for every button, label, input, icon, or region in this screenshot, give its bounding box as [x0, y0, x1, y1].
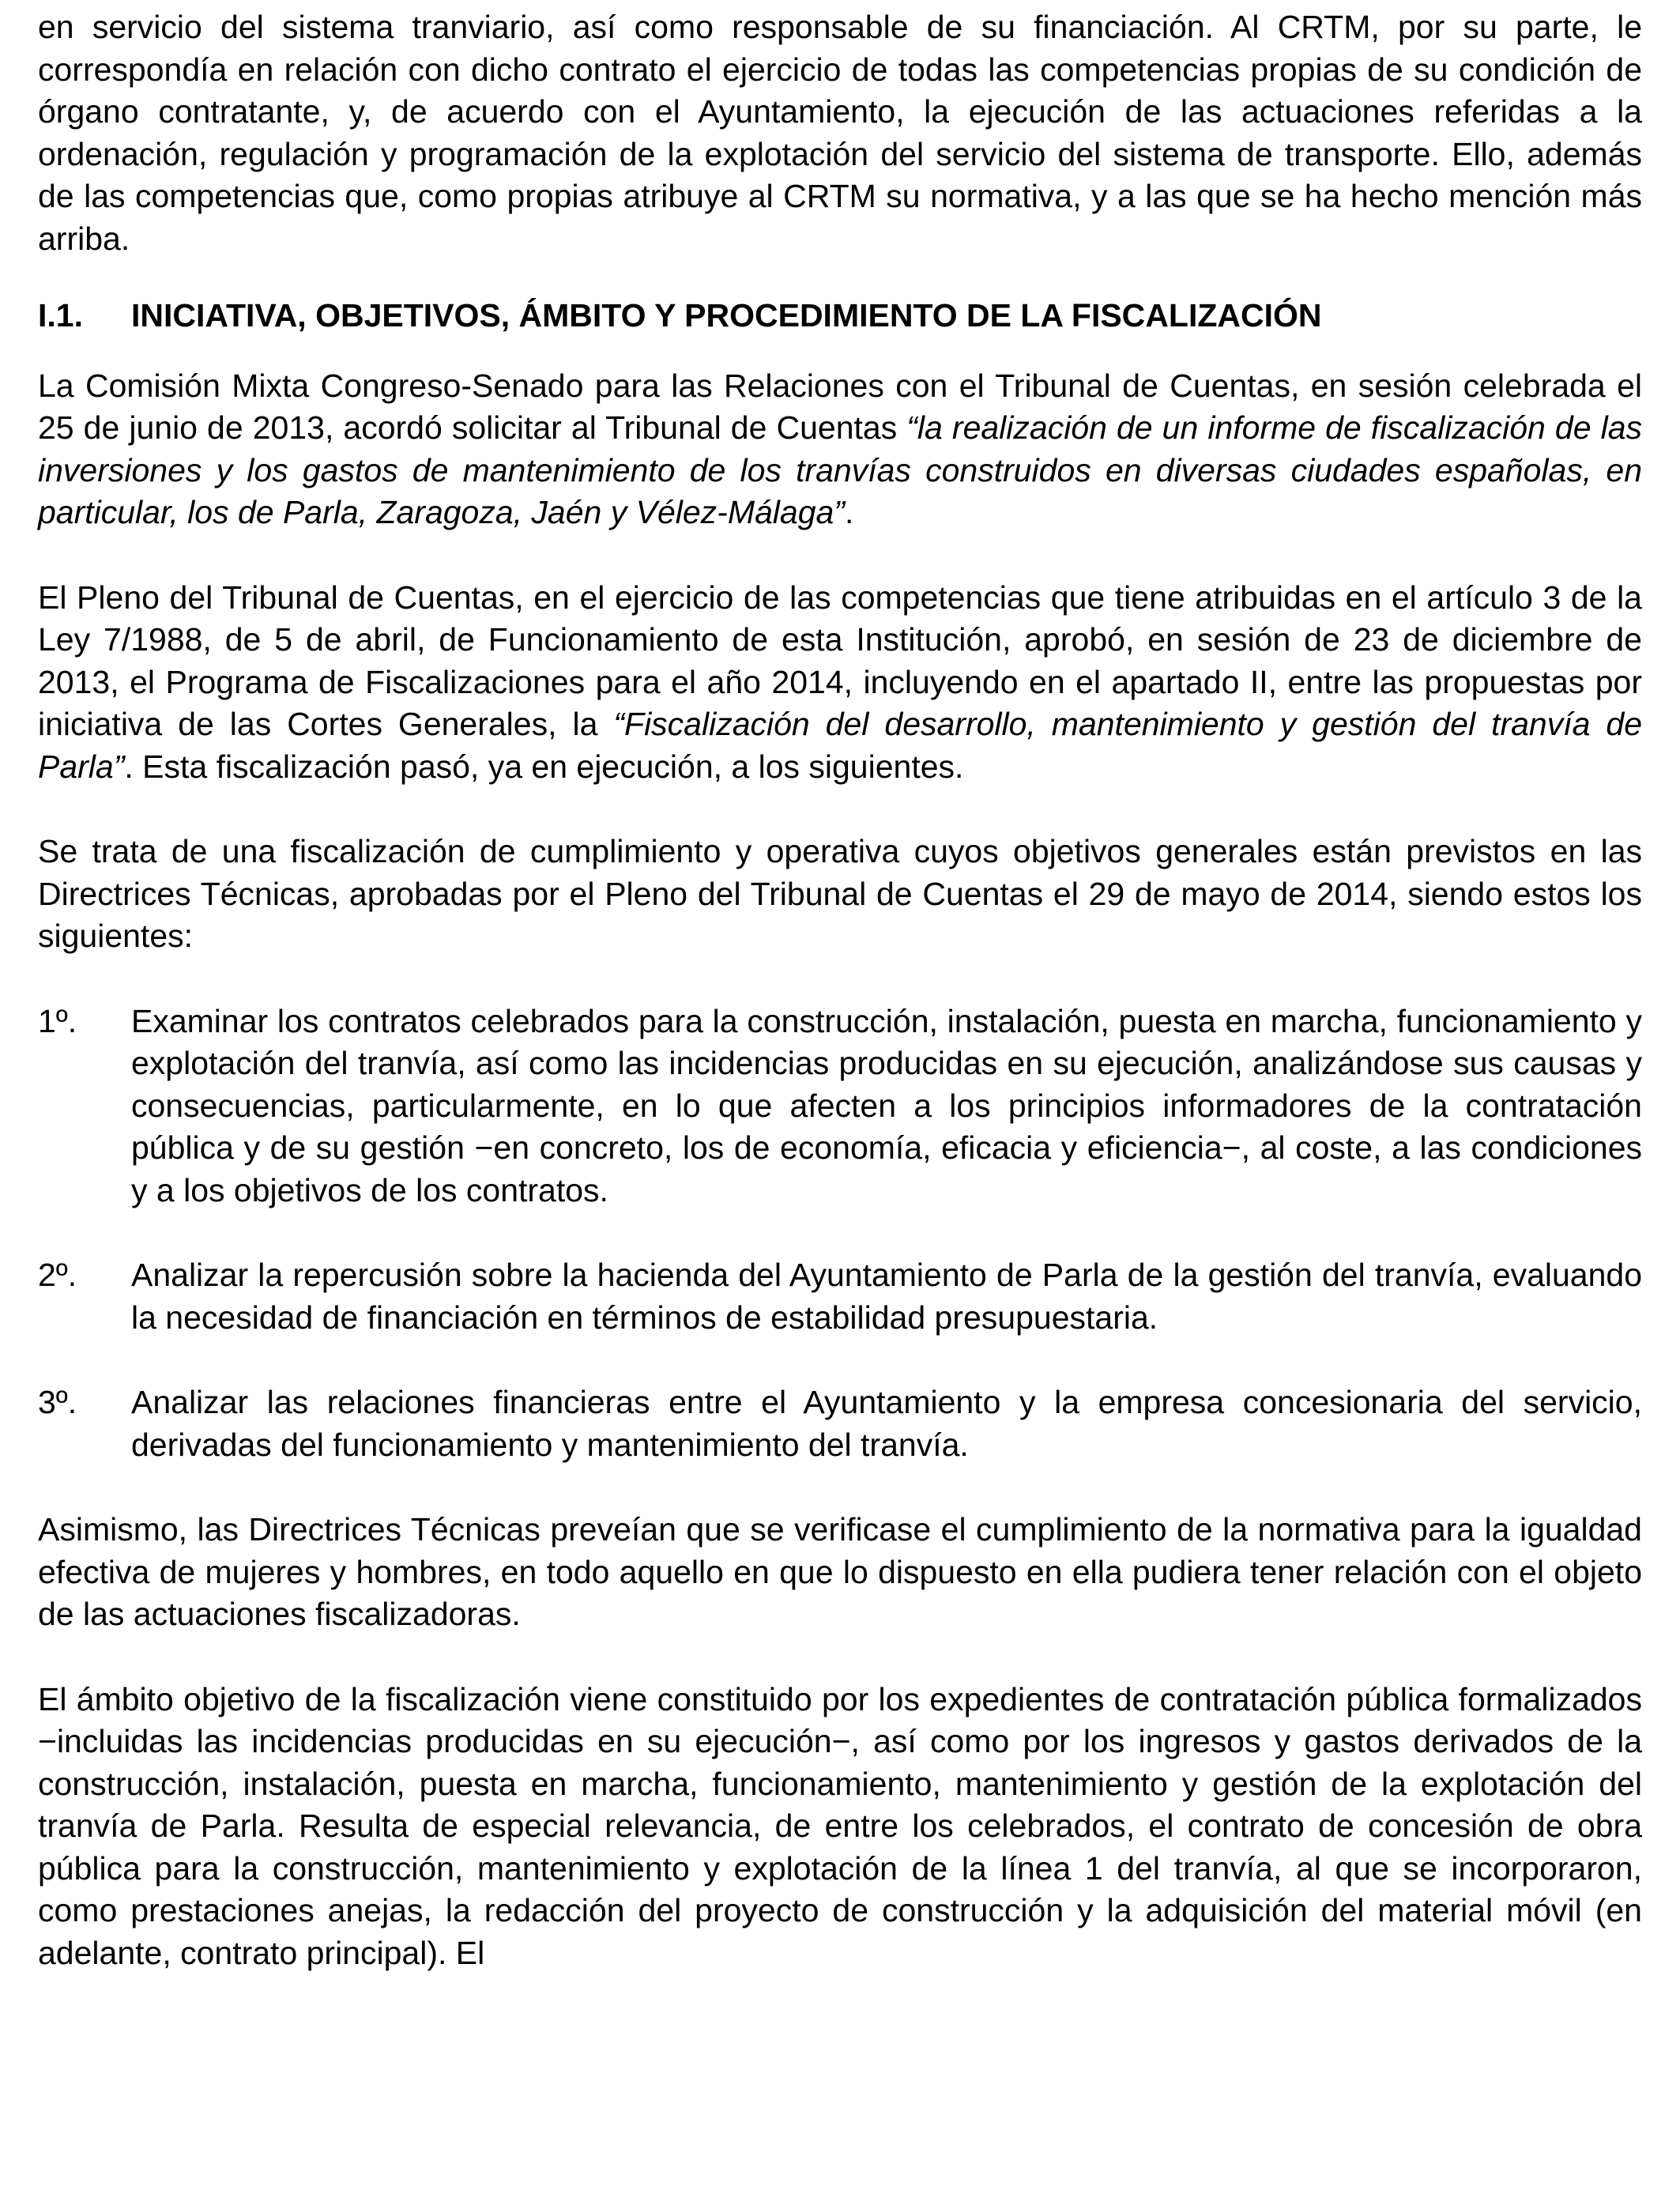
paragraph-pleno-end: . Esta fiscalización pasó, ya en ejecución, a los siguientes. [124, 748, 964, 785]
objective-item-3 [38, 1382, 1642, 1466]
paragraph-pleno-quote: “Fiscalización del desarrollo, mantenimiento y gestión del tranvía de Parla” [38, 706, 1643, 785]
objective-text: Analizar las relaciones financieras entre el Ayuntamiento y la empresa concesionaria del servicio, derivadas del funcionamiento y mantenimiento del tranvía. [131, 1384, 1642, 1463]
section-heading [38, 295, 1642, 337]
objective-number: 2º. [38, 1257, 77, 1293]
objective-item-2 [38, 1254, 1642, 1339]
paragraph-pleno [38, 577, 1642, 789]
paragraph-equality: Asimismo, las Directrices Técnicas preveían que se verificase el cumplimiento de la normativa para la igualdad efectiva de mujeres y hombres, en todo aquello en que lo dispuesto en ella pudiera tener relación con el objeto de las actuaciones fiscalizadoras. [38, 1511, 1642, 1632]
objective-item-1 [38, 1001, 1642, 1212]
objective-number: 1º. [38, 1002, 77, 1039]
paragraph-commission-end: . [844, 494, 854, 530]
paragraph-objectives-intro: Se trata de una fiscalización de cumplimiento y operativa cuyos objetivos generales están previstos en las Directrices Técnicas, aprobadas por el Pleno del Tribunal de Cuentas el 29 de mayo de 2014, siendo estos los siguientes: [38, 833, 1642, 954]
objective-text: Analizar la repercusión sobre la hacienda del Ayuntamiento de Parla de la gestión del tranvía, evaluando la necesidad de financiación en términos de estabilidad presupuestaria. [131, 1257, 1642, 1336]
objective-text: Examinar los contratos celebrados para la construcción, instalación, puesta en marcha, funcionamiento y explotación del tranvía, así como las incidencias producidas en su ejecución, analizándose sus causas y consecuencias, particularmente, en lo que afecten a los principios informadores de la contratación pública y de su gestión −en concreto, los de economía, eficacia y eficiencia−, al coste, a las condiciones y a los objetivos de los contratos. [131, 1002, 1642, 1208]
paragraph-commission-quote: “la realización de un informe de fiscalización de las inversiones y los gastos de mantenimiento de los tranvías construidos en diversas ciudades españolas, en particular, los de Parla, Zaragoza, Jaén y Vélez-Málaga” [38, 409, 1643, 530]
paragraph-pleno-text: El Pleno del Tribunal de Cuentas, en el ejercicio de las competencias que tiene atribuidas en el artículo 3 de la Ley 7/1988, de 5 de abril, de Funcionamiento de esta Institución, aprobó, en sesión de 23 de diciembre de 2013, el Programa de Fiscalizaciones para el año 2014, incluyendo en el apartado II, entre las propuestas por iniciativa de las Cortes Generales, la [38, 579, 1642, 742]
intro-paragraph: en servicio del sistema tranviario, así como responsable de su financiación. Al CRTM, por su parte, le correspondía en relación con dicho contrato el ejercicio de todas las competencias propias de su condición de órgano contratante, y, de acuerdo con el Ayuntamiento, la ejecución de las actuaciones referidas a la ordenación, regulación y programación de la explotación del servicio del sistema de transporte. Ello, además de las competencias que, como propias atribuye al CRTM su normativa, y a las que se ha hecho mención más arriba. [38, 9, 1642, 257]
paragraph-scope: El ámbito objetivo de la fiscalización viene constituido por los expedientes de contratación pública formalizados −incluidas las incidencias producidas en su ejecución−, así como por los ingresos y gastos derivados de la construcción, instalación, puesta en marcha, funcionamiento, mantenimiento y gestión de la explotación del tranvía de Parla. Resulta de especial relevancia, de entre los celebrados, el contrato de concesión de obra pública para la construcción, mantenimiento y explotación de la línea 1 del tranvía, al que se incorporaron, como prestaciones anejas, la redacción del proyecto de construcción y la adquisición del material móvil (en adelante, contrato principal). El [38, 1680, 1642, 1971]
document-page [38, 6, 1642, 1974]
section-number: I.1. [38, 297, 83, 334]
objective-number: 3º. [38, 1384, 77, 1420]
section-title: INICIATIVA, OBJETIVOS, ÁMBITO Y PROCEDIMIENTO DE LA FISCALIZACIÓN [131, 297, 1322, 334]
paragraph-commission-text: La Comisión Mixta Congreso-Senado para las Relaciones con el Tribunal de Cuentas, en sesión celebrada el 25 de junio de 2013, acordó solicitar al Tribunal de Cuentas [38, 367, 1642, 446]
paragraph-commission [38, 365, 1642, 534]
